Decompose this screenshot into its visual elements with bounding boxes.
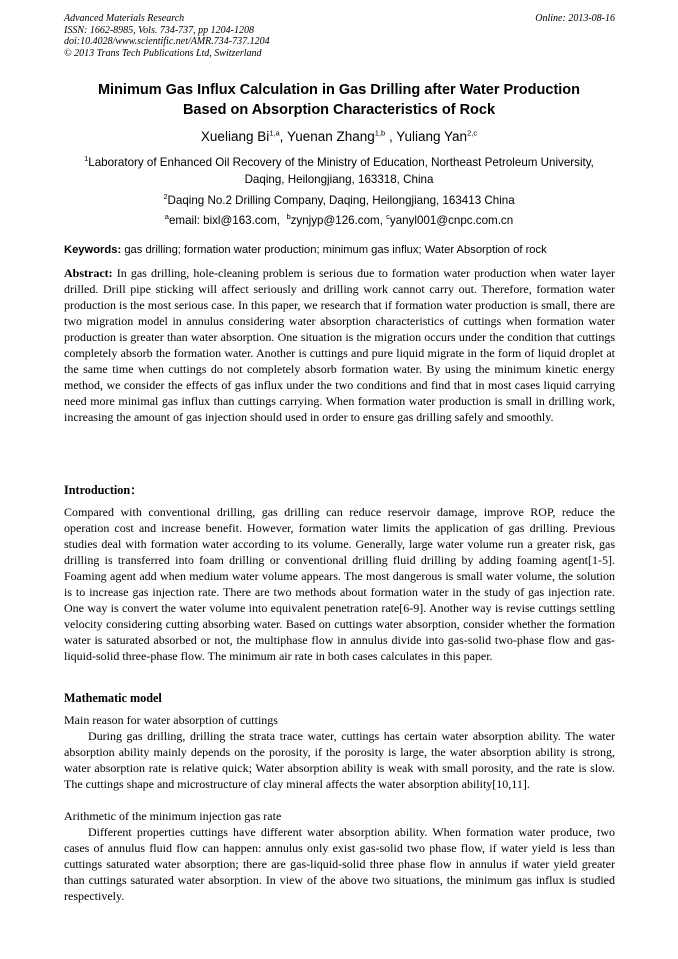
keywords xyxy=(64,243,624,258)
author-sup: 1,a xyxy=(269,128,280,138)
affiliation-2 xyxy=(40,192,638,209)
copyright-line: © 2013 Trans Tech Publications Ltd, Switzerland xyxy=(64,47,262,59)
title-line-1: Minimum Gas Influx Calculation in Gas Drilling after Water Production xyxy=(97,82,581,98)
aff2-text: Daqing No.2 Drilling Company, Daqing, Heilongjiang, 163413 China xyxy=(167,194,515,207)
author-sep: , xyxy=(385,129,397,144)
author-sup: 1,b xyxy=(374,128,386,138)
aff1-line-1: Laboratory of Enhanced Oil Recovery of the Ministry of Education, Northeast Petroleum University, xyxy=(88,156,594,169)
email-a: email: bixl@163.com, xyxy=(168,214,280,227)
keywords-label: Keywords: xyxy=(64,244,122,256)
aff1-line-2: Daqing, Heilongjiang, 163318, China xyxy=(244,173,434,186)
journal-header xyxy=(64,13,270,59)
aff1-sup: 1 xyxy=(84,154,89,164)
author-sep: , xyxy=(279,129,287,144)
subsection-2: Arithmetic of the minimum injection gas rate xyxy=(64,809,282,823)
title-line-2: Based on Absorption Characteristics of Rock xyxy=(182,102,496,118)
author-name: Yuliang Yan xyxy=(396,129,468,144)
doi-line: doi:10.4028/www.scientific.net/AMR.734-737.1204 xyxy=(64,36,270,47)
author-name: Yuenan Zhang xyxy=(286,129,375,144)
author-name: Xueliang Bi xyxy=(200,129,270,144)
paragraph-1: During gas drilling, drilling the strata trace water, cuttings has certain water absorption ability. The water absorption ability mainly depends on the porosity, if the porosity is large, the water absorption ability is strong, water absorption rate is relative quick; Water absorption ability is weak with small porosity, and the rate is slow. The cuttings shape and microstructure of clay mineral affects the water absorption ability[10,11]. xyxy=(64,729,615,791)
math-heading: Mathematic model xyxy=(64,691,162,705)
email-a-sup: a xyxy=(164,212,169,222)
aff2-sup: 2 xyxy=(163,192,168,202)
abstract-label: Abstract: xyxy=(64,266,113,280)
paragraph-2: Different properties cuttings have different water absorption ability. When formation water produce, two cases of annulus fluid flow can happen: annulus only exist gas-solid two phase flow, if water yield is less than cuttings saturated water absorption; there are gas-liquid-solid three phase flow in annulus if water yield greater than cuttings saturated water absorption. In view of the above two situations, the minimum gas influx is studied respectively. xyxy=(64,825,615,903)
email-line xyxy=(40,212,638,229)
online-date: Online: 2013-08-16 xyxy=(535,13,615,24)
email-c: yanyl001@cnpc.com.cn xyxy=(389,214,514,227)
abstract-text: In gas drilling, hole-cleaning problem is serious due to formation water production when water layer drilled. Drill pipe sticking will affect seriously and drilling work cannot carry out. Therefore, formation water production is the most serious case. In this paper, we research that if formation water production is small, there are two migration model in annulus considering water absorption characteristics of cuttings when formation water production is greater than water absorption. One situation is the migration occurs under the condition that cuttings completely absorb the formation water. Another is cuttings and pure liquid migrate in the form of liquid droplet at the same time when cuttings do not completely absorb formation water. By using the minimum kinetic energy method, we consider the effects of gas influx under the two conditions and find that in most cases liquid carrying need more minimal gas influx than cuttings carrying. When formation water production is small in drilling work, increasing the amount of gas injection should used in order to ensure gas drilling safely and smoothly. xyxy=(64,266,616,424)
journal-name: Advanced Materials Research xyxy=(64,13,185,24)
email-b-sup: b xyxy=(286,212,291,222)
subsection-1: Main reason for water absorption of cuttings xyxy=(64,713,278,727)
intro-paragraph: Compared with conventional drilling, gas drilling can reduce reservoir damage, improve ROP, reduce the operation cost and increase benefit. However, formation water limits the application of gas drilling. Previous studies deal with formation water according to its volume. Generally, large water volume run a greater risk, gas drilling is transferred into foam drilling or conventional drilling fluid drilling by adding foaming agent[1-5]. Foaming agent add when medium water volume appears. The most dangerous is small water volume, the solution is to increase gas injection rate. There are two methods about formation water in the study of gas injection rate. One way is convert the water volume into equivalent penetration rate[6-9]. Another way is revise cuttings settling velocity considering cutting absorbing water. Based on cuttings water absorption, consider whether the formation water is saturated absorbed or not, the multiphase flow in annulus divide into gas-solid two-phase flow and gas-liquid-solid three-phase flow. The minimum air rate in both cases calculates in this paper. xyxy=(64,505,615,663)
author-sup: 2,c xyxy=(467,128,478,138)
email-b: zynjyp@126.com, xyxy=(290,214,383,227)
affiliation-1 xyxy=(40,154,638,188)
issn-line: ISSN: 1662-8985, Vols. 734-737, pp 1204-1208 xyxy=(64,24,254,36)
abstract xyxy=(64,265,615,425)
keywords-text: gas drilling; formation water production; minimum gas influx; Water Absorption of rock xyxy=(124,244,547,256)
paper-title xyxy=(40,80,638,120)
intro-heading: Introduction： xyxy=(64,483,143,497)
author-list xyxy=(40,128,638,146)
email-c-sup: c xyxy=(386,212,390,222)
